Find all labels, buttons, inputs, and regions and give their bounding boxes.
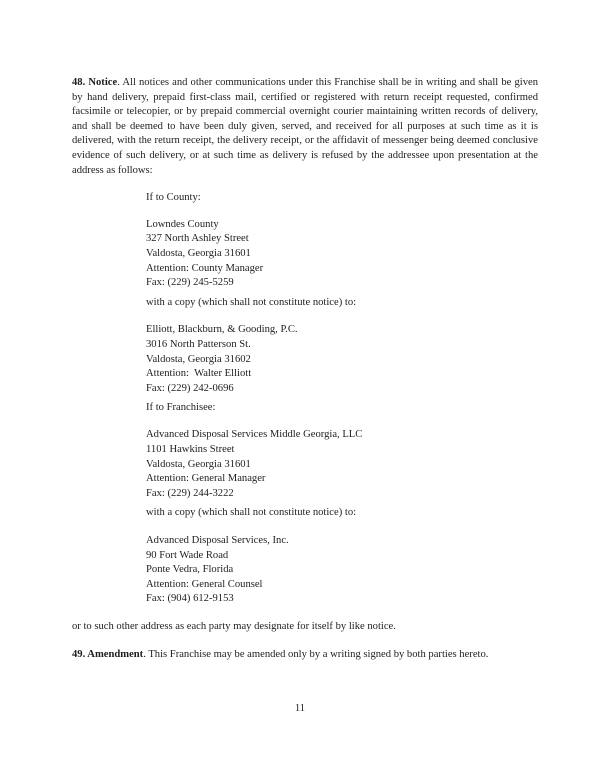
paragraph-48-body: . All notices and other communications under this Franchise shall be in writing and shall be given by hand delivery, prepaid first-class mail, certified or registered with return receipt requested, confirmed facsimile or telecopier, or by prepaid commercial overnight courier maintaining written records of delivery, and shall be deemed to have been duly given, served, and received for all purposes at such time as it is delivered, with the return receipt, the delivery receipt, or the affidavit of messenger being deemed conclusive evidence of such delivery, or at such time as delivery is refused by the addressee upon presentation at the address as follows: <box>72 77 538 176</box>
address-line: Advanced Disposal Services Middle Georgia, LLC <box>146 429 363 441</box>
page-number: 11 <box>294 703 306 714</box>
franchisee-address-block <box>146 428 538 501</box>
address-line: Fax: (904) 612-9153 <box>146 593 234 605</box>
paragraph-49-heading: 49. Amendment <box>72 649 144 660</box>
county-address-block <box>146 218 538 291</box>
address-line: Fax: (229) 242-0696 <box>146 382 234 394</box>
address-line: Ponte Vedra, Florida <box>146 564 234 576</box>
notice-address-section <box>146 191 538 607</box>
address-line: Fax: (229) 245-5259 <box>146 277 234 289</box>
address-line: Attention: General Manager <box>146 473 266 485</box>
address-line: Advanced Disposal Services, Inc. <box>146 534 289 546</box>
address-line: Attention: Walter Elliott <box>146 368 252 380</box>
franchisee-label: If to Franchisee: <box>146 402 216 414</box>
address-line: Lowndes County <box>146 218 219 230</box>
address-line: 1101 Hawkins Street <box>146 443 235 455</box>
county-copy-label: with a copy (which shall not constitute notice) to: <box>146 296 357 308</box>
county-label: If to County: <box>146 191 201 203</box>
paragraph-48-heading: 48. Notice <box>72 77 118 88</box>
paragraph-49-amendment <box>72 648 538 663</box>
address-line: Attention: General Counsel <box>146 578 263 590</box>
address-line: Valdosta, Georgia 31602 <box>146 353 251 365</box>
address-line: 90 Fort Wade Road <box>146 549 229 561</box>
franchisee-copy-label: with a copy (which shall not constitute notice) to: <box>146 507 357 519</box>
page-content <box>72 76 538 663</box>
franchisee-copy-address-block <box>146 534 538 607</box>
address-line: Valdosta, Georgia 31601 <box>146 458 251 470</box>
address-line: 3016 North Patterson St. <box>146 338 251 350</box>
address-line: Fax: (229) 244-3222 <box>146 487 234 499</box>
address-line: Elliott, Blackburn, & Gooding, P.C. <box>146 324 298 336</box>
paragraph-48-notice <box>72 76 538 178</box>
address-line: Valdosta, Georgia 31601 <box>146 247 251 259</box>
closing-text: or to such other address as each party may designate for itself by like notice. <box>72 621 396 633</box>
address-line: 327 North Ashley Street <box>146 233 249 245</box>
county-copy-address-block <box>146 323 538 396</box>
paragraph-49-body: . This Franchise may be amended only by a writing signed by both parties hereto. <box>143 649 489 660</box>
address-line: Attention: County Manager <box>146 262 264 274</box>
